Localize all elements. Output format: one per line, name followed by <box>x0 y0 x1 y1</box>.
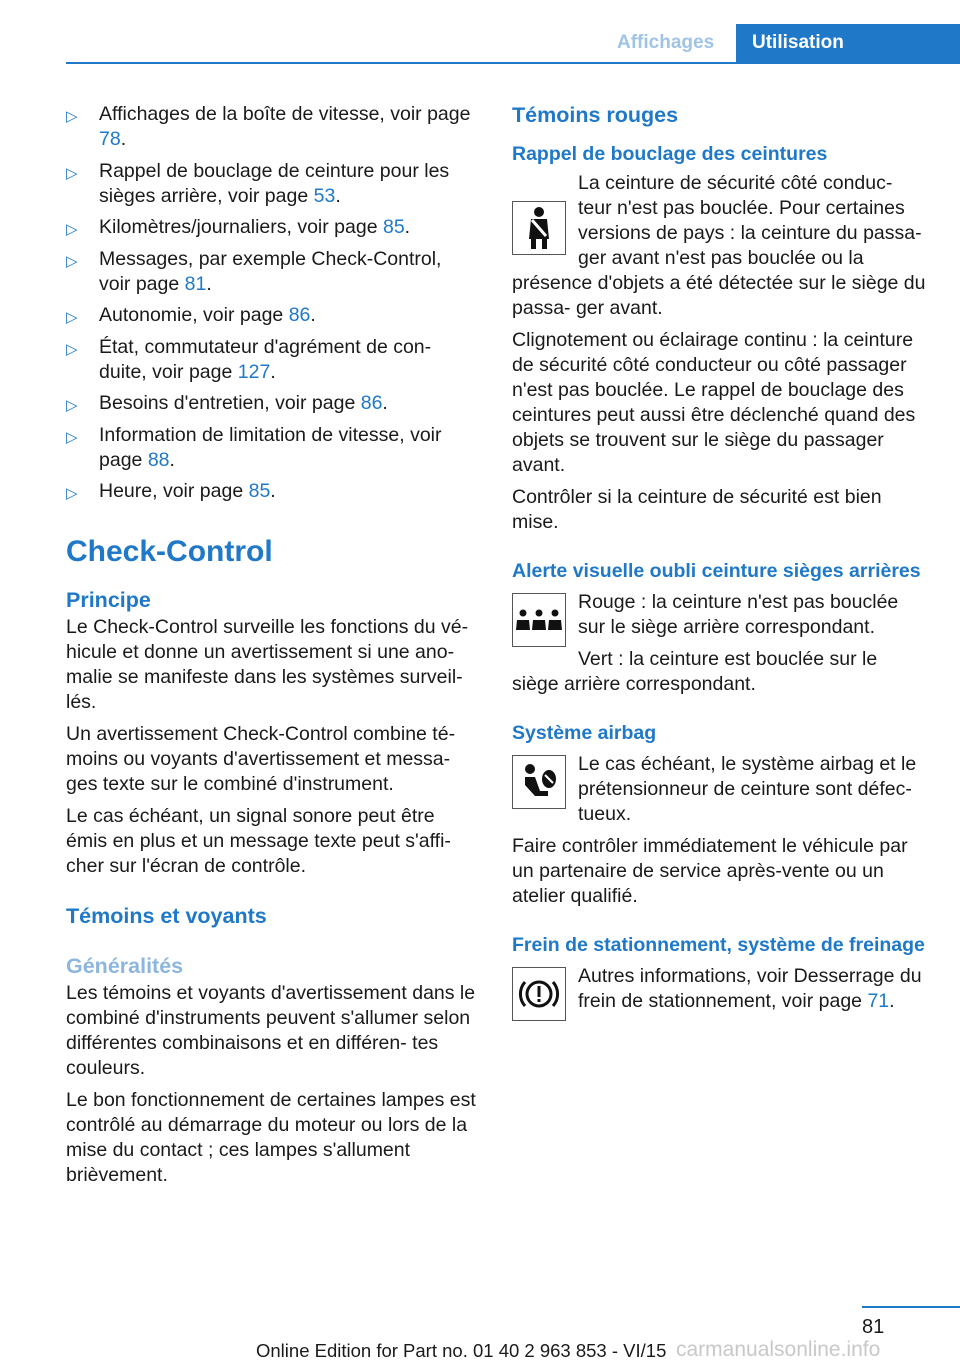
triangle-right-icon: ▷ <box>66 428 78 446</box>
rappel-paragraph-2: Clignotement ou éclairage continu : la ceinture de sécurité côté conducteur ou côté passager n'est pas bouclée. Le rappel de bouclage des ceintures peut aussi être déclenché quand des objets se trouvent sur le siège du passager avant. <box>512 329 916 476</box>
left-column <box>66 102 476 1195</box>
airbag-paragraph-1: Le cas échéant, le système airbag et le prétensionneur de ceinture sont défec‐ tueux. <box>578 753 917 825</box>
header-active-tab: Utilisation <box>736 24 960 62</box>
temoins-heading: Témoins et voyants <box>66 904 267 928</box>
check-control-heading: Check-Control <box>66 535 273 568</box>
list-item: ▷ Kilomètres/journaliers, voir page 85. <box>66 215 476 240</box>
page-link[interactable]: 71 <box>867 990 890 1012</box>
principe-paragraph-3: Le cas échéant, un signal sonore peut être émis en plus et un message texte peut s'affi‐ cher sur l'écran de contrôle. <box>66 805 451 877</box>
page-link[interactable]: 86 <box>360 392 383 414</box>
display-list <box>66 102 476 504</box>
airbag-block <box>512 752 928 827</box>
alerte-block <box>512 590 928 697</box>
alerte-heading: Alerte visuelle oubli ceinture sièges arrières <box>512 560 921 582</box>
page-number: 81 <box>862 1316 885 1338</box>
rappel-heading: Rappel de bouclage des ceintures <box>512 143 828 165</box>
list-item: ▷ Affichages de la boîte de vitesse, voir page 78. <box>66 103 471 150</box>
list-item: ▷ Rappel de bouclage de ceinture pour les sièges arrière, voir page 53. <box>66 159 450 207</box>
list-item: ▷ Besoins d'entretien, voir page 86. <box>66 391 476 416</box>
triangle-right-icon: ▷ <box>66 397 78 414</box>
page-link[interactable]: 127 <box>237 360 271 383</box>
rappel-paragraph-1: La ceinture de sécurité côté conduc‐ teur n'est pas bouclée. Pour certaines versions de pays : la ceinture du passa‐ ger avant n'est pas bouclée ou la présence d'objets a été détectée sur le siège du passa‐ ger avant. <box>512 172 926 319</box>
list-item: ▷ Messages, par exemple Check-Control, voir page 81. <box>66 247 442 295</box>
page-link[interactable]: 85 <box>248 480 271 502</box>
footer-rule <box>862 1306 960 1308</box>
right-column <box>512 102 928 1025</box>
alerte-paragraph-1: Rouge : la ceinture n'est pas bouclée sur le siège arrière correspondant. <box>578 591 899 638</box>
list-item: ▷ Information de limitation de vitesse, voir page 88. <box>66 423 442 471</box>
watermark: carmanualsonline.info <box>676 1338 881 1361</box>
frein-heading: Frein de stationnement, système de freinage <box>512 934 925 956</box>
generalites-paragraph-1: Les témoins et voyants d'avertissement dans le combiné d'instruments peuvent s'allumer selon différentes combinaisons et en différen‐ tes couleurs. <box>66 982 476 1079</box>
triangle-right-icon: ▷ <box>66 221 78 238</box>
airbag-paragraph-2: Faire contrôler immédiatement le véhicule par un partenaire de service après-vente ou un atelier qualifié. <box>512 835 908 907</box>
frein-block: Autres informations, voir Desserrage du frein de stationnement, voir page 71. <box>512 964 928 1024</box>
principe-paragraph-2: Un avertissement Check-Control combine té‐ moins ou voyants d'avertissement et messa‐ ges texte sur le combiné d'instrument. <box>66 723 456 795</box>
generalites-paragraph-2: Le bon fonctionnement de certaines lampes est contrôlé au démarrage du moteur ou lors de la mise du contact ; ces lampes s'allument brièvement. <box>66 1089 476 1186</box>
page-link[interactable]: 85 <box>382 216 405 238</box>
page-link[interactable]: 88 <box>147 448 170 471</box>
rappel-paragraph-3: Contrôler si la ceinture de sécurité est bien mise. <box>512 486 882 533</box>
brake-warning-icon <box>512 967 566 1021</box>
edition-label: Online Edition for Part no. 01 40 2 963 853 - VI/15 <box>256 1340 667 1361</box>
rear-seatbelt-icon <box>512 593 566 647</box>
page-link[interactable]: 81 <box>184 272 207 295</box>
frein-paragraph: Autres informations, voir Desserrage du frein de stationnement, voir page <box>578 965 922 1012</box>
triangle-right-icon: ▷ <box>66 108 78 125</box>
list-item: ▷ Autonomie, voir page 86. <box>66 303 476 328</box>
list-item: ▷ État, commutateur d'agrément de con‐ duite, voir page 127. <box>66 335 432 383</box>
principe-paragraph-1: Le Check-Control surveille les fonctions du vé‐ hicule et donne un avertissement si une ano‐ malie se manifeste dans les systèmes surveil‐ lés. <box>66 616 469 713</box>
temoins-rouges-heading: Témoins rouges <box>512 103 679 127</box>
triangle-right-icon: ▷ <box>66 485 78 502</box>
page-header <box>66 24 960 64</box>
page-link[interactable]: 86 <box>288 304 311 326</box>
triangle-right-icon: ▷ <box>66 340 78 358</box>
principe-heading: Principe <box>66 588 151 612</box>
triangle-right-icon: ▷ <box>66 164 78 182</box>
alerte-paragraph-2: Vert : la ceinture est bouclée sur le siège arrière correspondant. <box>512 648 878 695</box>
generalites-heading: Généralités <box>66 954 184 978</box>
page-link[interactable]: 78 <box>99 128 121 150</box>
seatbelt-warning-icon <box>512 201 566 255</box>
triangle-right-icon: ▷ <box>66 252 78 270</box>
rappel-block <box>512 171 928 321</box>
airbag-warning-icon <box>512 755 566 809</box>
list-item: ▷ Heure, voir page 85. <box>66 479 476 504</box>
header-section-label: Affichages <box>617 32 715 53</box>
page-link[interactable]: 53 <box>313 184 336 207</box>
airbag-heading: Système airbag <box>512 722 657 744</box>
triangle-right-icon: ▷ <box>66 309 78 326</box>
